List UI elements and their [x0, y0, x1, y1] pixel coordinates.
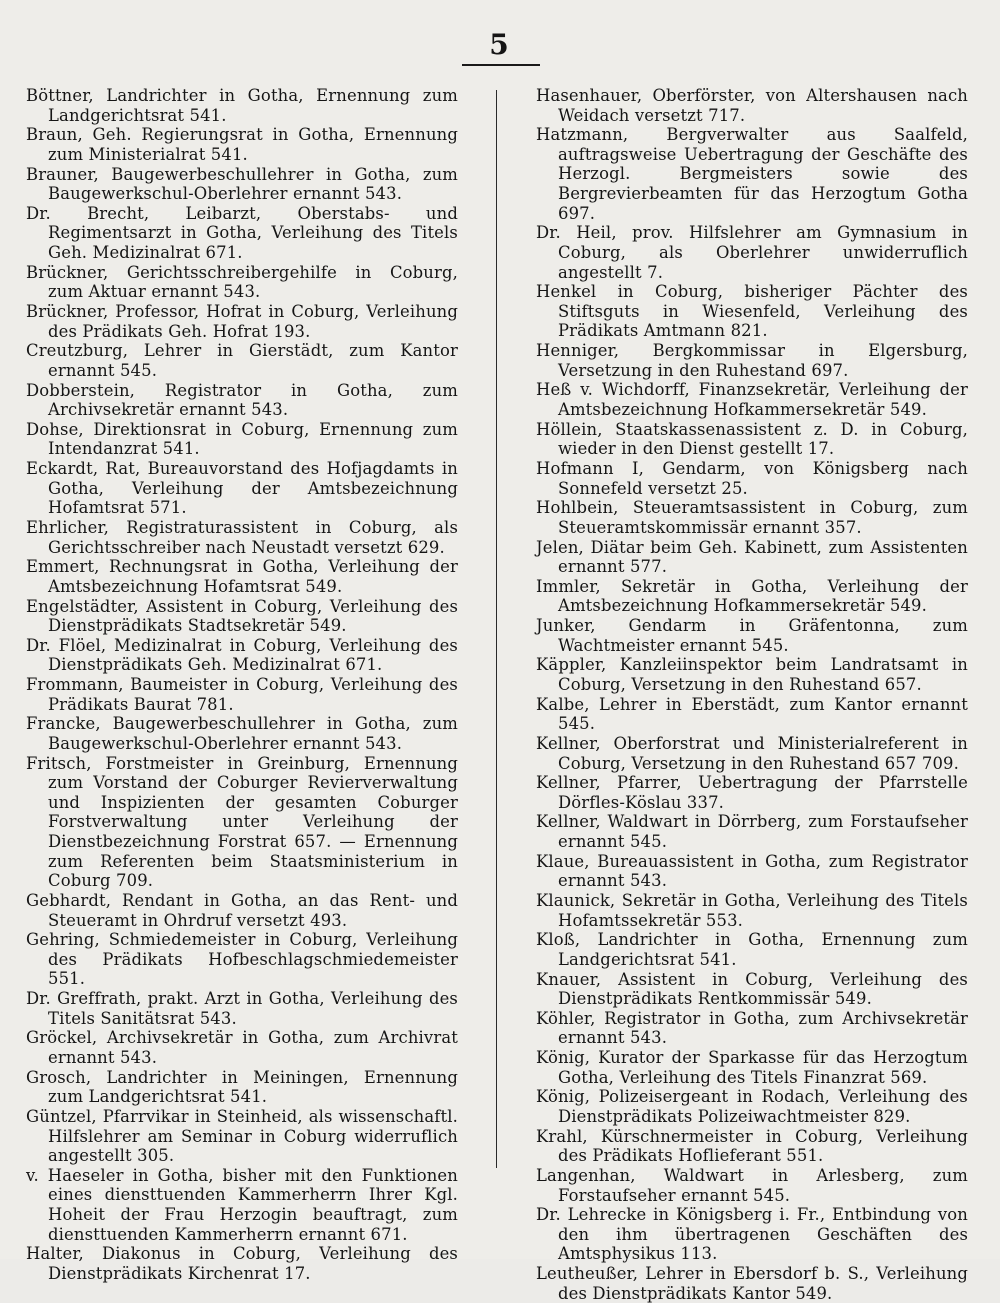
register-entry: Dobberstein, Registrator in Gotha, zum Archivsekretär ernannt 543.	[26, 380, 458, 420]
page-number: 5	[489, 28, 509, 61]
register-entry: Brückner, Gerichtsschreibergehilfe in Coburg, zum Aktuar ernannt 543.	[26, 262, 458, 302]
register-entry: Hasenhauer, Oberförster, von Altershausen nach Weidach versetzt 717.	[536, 86, 968, 125]
register-entry: Dr. Brecht, Leibarzt, Oberstabs- und Regimentsarzt in Gotha, Verleihung des Titels Geh. Medizinalrat 671.	[26, 203, 458, 263]
register-entry: Gebhardt, Rendant in Gotha, an das Rent- und Steueramt in Ohrdruf versetzt 493.	[26, 890, 458, 930]
register-entry: Dr. Lehrecke in Königsberg i. Fr., Entbindung von den ihm übertragenen Geschäften des Amtsphysikus 113.	[536, 1205, 968, 1264]
register-entry: Böttner, Landrichter in Gotha, Ernennung zum Landgerichtsrat 541.	[26, 86, 458, 125]
register-entry: Brauner, Baugewerbeschullehrer in Gotha, zum Baugewerkschul-Oberlehrer ernannt 543.	[26, 164, 458, 204]
register-entry: Creutzburg, Lehrer in Gierstädt, zum Kantor ernannt 545.	[26, 341, 458, 380]
register-entry: König, Kurator der Sparkasse für das Herzogtum Gotha, Verleihung des Titels Finanzrat 569.	[536, 1048, 968, 1087]
register-entry: Fritsch, Forstmeister in Greinburg, Ernennung zum Vorstand der Coburger Revierverwaltung und Inspizienten der gesamten Coburger Forstverwaltung unter Verleihung der Dienstbezeichnung Forstrat 657. — Ernennung zum Referenten beim Staatsministerium in Coburg 709.	[26, 753, 458, 891]
register-entry: Käppler, Kanzleiinspektor beim Landratsamt in Coburg, Versetzung in den Ruhestand 657.	[536, 655, 968, 694]
register-entry: v. Haeseler in Gotha, bisher mit den Funktionen eines diensttuenden Kammerherrn Ihrer Kgl. Hoheit der Frau Herzogin beauftragt, zum diensttuenden Kammerherrn ernannt 671.	[26, 1165, 458, 1244]
register-entry: Gehring, Schmiedemeister in Coburg, Verleihung des Prädikats Hofbeschlagschmiedemeister 551.	[26, 930, 458, 989]
register-entry: Kloß, Landrichter in Gotha, Ernennung zum Landgerichtsrat 541.	[536, 930, 968, 969]
left-column	[26, 86, 458, 1284]
register-entry: Hofmann I, Gendarm, von Königsberg nach Sonnefeld versetzt 25.	[536, 458, 968, 498]
register-entry: Dr. Greffrath, prakt. Arzt in Gotha, Verleihung des Titels Sanitätsrat 543.	[26, 989, 458, 1028]
register-entry: Dohse, Direktionsrat in Coburg, Ernennung zum Intendanzrat 541.	[26, 419, 458, 459]
register-entry: Hatzmann, Bergverwalter aus Saalfeld, auftragsweise Uebertragung der Geschäfte des Herzogl. Bergmeisters sowie des Bergrevierbeamten für das Herzogtum Gotha 697.	[536, 125, 968, 223]
register-entry: Krahl, Kürschnermeister in Coburg, Verleihung des Prädikats Hoflieferant 551.	[536, 1126, 968, 1166]
register-entry: Engelstädter, Assistent in Coburg, Verleihung des Dienstprädikats Stadtsekretär 549.	[26, 596, 458, 636]
register-entry: Kellner, Pfarrer, Uebertragung der Pfarrstelle Dörfles-Köslau 337.	[536, 773, 968, 812]
register-entry: Klaunick, Sekretär in Gotha, Verleihung des Titels Hofamtssekretär 553.	[536, 891, 968, 930]
register-entry: Höllein, Staatskassenassistent z. D. in Coburg, wieder in den Dienst gestellt 17.	[536, 419, 968, 459]
register-entry: Knauer, Assistent in Coburg, Verleihung des Dienstprädikats Rentkommissär 549.	[536, 969, 968, 1009]
register-entry: König, Polizeisergeant in Rodach, Verleihung des Dienstprädikats Polizeiwachtmeister 829.	[536, 1087, 968, 1127]
register-entry: Emmert, Rechnungsrat in Gotha, Verleihung der Amtsbezeichnung Hofamtsrat 549.	[26, 557, 458, 596]
right-column	[536, 86, 968, 1303]
register-entry: Henniger, Bergkommissar in Elgersburg, Versetzung in den Ruhestand 697.	[536, 341, 968, 380]
register-entry: Henkel in Coburg, bisheriger Pächter des Stiftsguts in Wiesenfeld, Verleihung des Prädikats Amtmann 821.	[536, 282, 968, 341]
register-entry: Kellner, Oberforstrat und Ministerialreferent in Coburg, Versetzung in den Ruhestand 657 709.	[536, 733, 968, 773]
register-entry: Frommann, Baumeister in Coburg, Verleihung des Prädikats Baurat 781.	[26, 675, 458, 714]
register-entry: Klaue, Bureauassistent in Gotha, zum Registrator ernannt 543.	[536, 851, 968, 891]
register-entry: Langenhan, Waldwart in Arlesberg, zum Forstaufseher ernannt 545.	[536, 1166, 968, 1205]
register-entry: Hohlbein, Steueramtsassistent in Coburg, zum Steueramtskommissär ernannt 357.	[536, 498, 968, 537]
register-entry: Grosch, Landrichter in Meiningen, Ernennung zum Landgerichtsrat 541.	[26, 1067, 458, 1107]
register-entry: Leutheußer, Lehrer in Ebersdorf b. S., Verleihung des Dienstprädikats Kantor 549.	[536, 1264, 968, 1303]
register-entry: Eckardt, Rat, Bureauvorstand des Hofjagdamts in Gotha, Verleihung der Amtsbezeichnung Hofamtsrat 571.	[26, 459, 458, 518]
register-entry: Güntzel, Pfarrvikar in Steinheid, als wissenschaftl. Hilfslehrer am Seminar in Coburg widerruflich angestellt 305.	[26, 1106, 458, 1166]
register-entry: Junker, Gendarm in Gräfentonna, zum Wachtmeister ernannt 545.	[536, 616, 968, 655]
register-entry: Braun, Geh. Regierungsrat in Gotha, Ernennung zum Ministerialrat 541.	[26, 125, 458, 164]
register-entry: Immler, Sekretär in Gotha, Verleihung der Amtsbezeichnung Hofkammersekretär 549.	[536, 576, 968, 616]
register-entry: Halter, Diakonus in Coburg, Verleihung des Dienstprädikats Kirchenrat 17.	[26, 1244, 458, 1283]
register-entry: Kalbe, Lehrer in Eberstädt, zum Kantor ernannt 545.	[536, 694, 968, 734]
register-entry: Dr. Flöel, Medizinalrat in Coburg, Verleihung des Dienstprädikats Geh. Medizinalrat 671.	[26, 635, 458, 675]
register-entry: Heß v. Wichdorff, Finanzsekretär, Verleihung der Amtsbezeichnung Hofkammersekretär 549.	[536, 380, 968, 419]
column-divider	[496, 90, 497, 1168]
register-entry: Köhler, Registrator in Gotha, zum Archivsekretär ernannt 543.	[536, 1008, 968, 1048]
register-entry: Francke, Baugewerbeschullehrer in Gotha, zum Baugewerkschul-Oberlehrer ernannt 543.	[26, 714, 458, 753]
page-number-rule	[462, 64, 540, 66]
register-entry: Jelen, Diätar beim Geh. Kabinett, zum Assistenten ernannt 577.	[536, 537, 968, 577]
register-entry: Kellner, Waldwart in Dörrberg, zum Forstaufseher ernannt 545.	[536, 812, 968, 852]
register-entry: Ehrlicher, Registraturassistent in Coburg, als Gerichtsschreiber nach Neustadt versetzt 629.	[26, 518, 458, 557]
register-entry: Gröckel, Archivsekretär in Gotha, zum Archivrat ernannt 543.	[26, 1028, 458, 1067]
register-entry: Brückner, Professor, Hofrat in Coburg, Verleihung des Prädikats Geh. Hofrat 193.	[26, 302, 458, 341]
register-entry: Dr. Heil, prov. Hilfslehrer am Gymnasium in Coburg, als Oberlehrer unwiderruflich angestellt 7.	[536, 223, 968, 282]
